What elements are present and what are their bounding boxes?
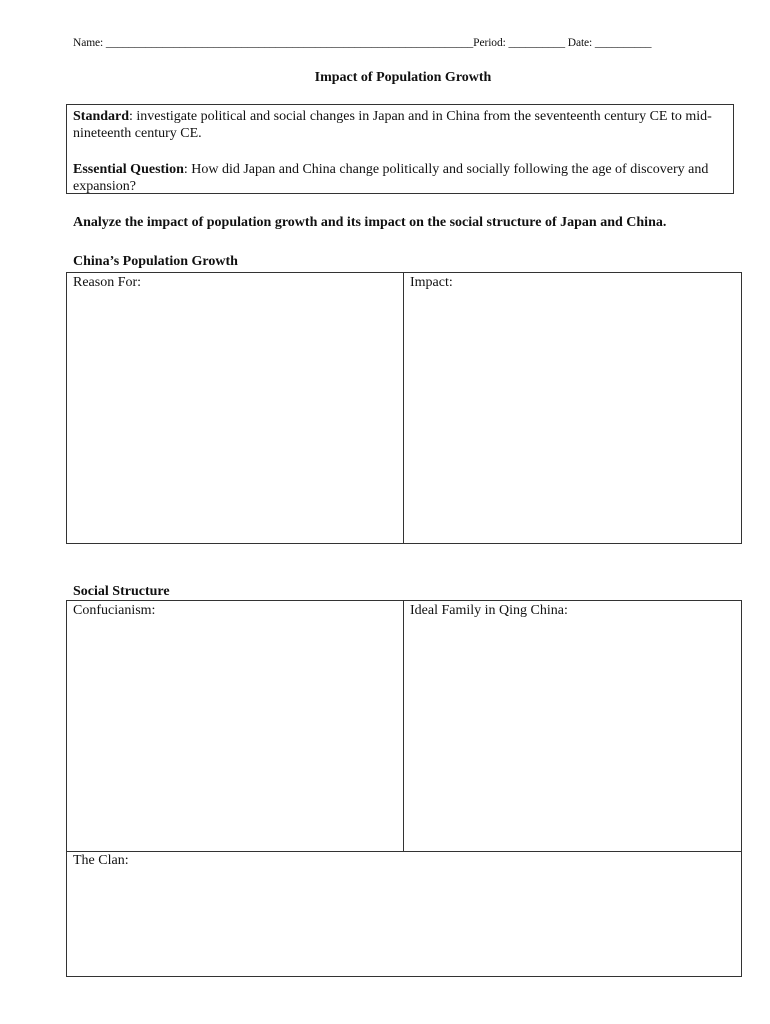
the-clan-label: The Clan: [73, 853, 129, 868]
standard-label: Standard [73, 109, 130, 124]
ideal-family-label: Ideal Family in Qing China: [410, 603, 568, 618]
confucianism-label: Confucianism: [73, 603, 156, 618]
essential-question-text: : How did Japan and China change politically and socially following the age of discovery and expansion? [73, 162, 709, 194]
population-section-heading: China’s Population Growth [73, 254, 238, 269]
page-title: Impact of Population Growth [314, 70, 492, 85]
social-table-row-divider [66, 851, 742, 852]
instruction-text: Analyze the impact of population growth and its impact on the social structure of Japan and China. [73, 215, 667, 230]
standard-box [66, 104, 734, 194]
standard-paragraph [73, 108, 727, 142]
social-section-heading: Social Structure [73, 584, 170, 599]
population-growth-table [66, 272, 742, 544]
reason-for-label: Reason For: [73, 275, 142, 290]
standard-text: : investigate political and social changes in Japan and in China from the seventeenth century CE to mid-nineteenth century CE. [73, 109, 712, 141]
population-table-divider [403, 272, 404, 544]
student-info-line: Name: _________________________________________________________________Period: __________ Date: __________ [73, 37, 652, 49]
social-table-divider [403, 600, 404, 851]
impact-label: Impact: [410, 275, 453, 290]
social-structure-table [66, 600, 742, 977]
essential-question-paragraph [73, 161, 727, 195]
essential-question-label: Essential Question [73, 162, 184, 177]
